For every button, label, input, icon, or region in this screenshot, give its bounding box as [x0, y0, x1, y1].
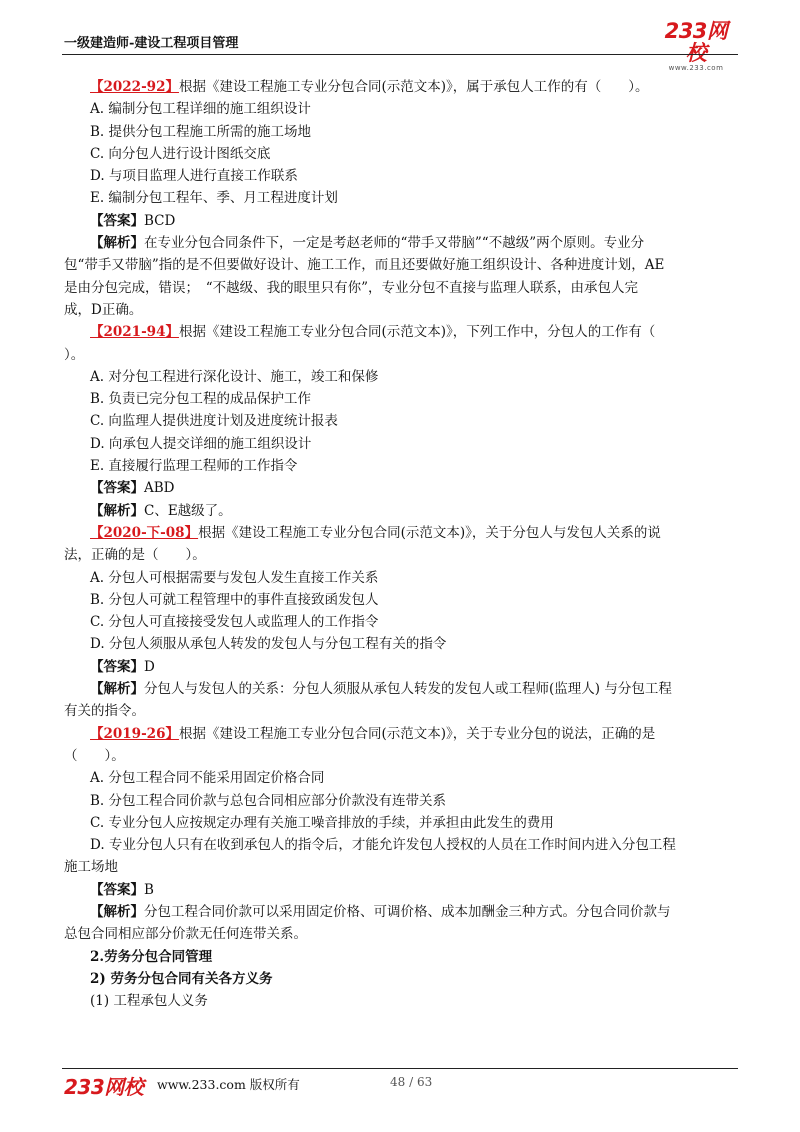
section-item: (1) 工程承包人义务 [90, 993, 208, 1010]
option: B. 分包人可就工程管理中的事件直接致函发包人 [90, 591, 379, 608]
footer-copyright: www.233.com 版权所有 [157, 1077, 300, 1092]
option: A. 编制分包工程详细的施工组织设计 [90, 101, 311, 118]
document-body [64, 76, 738, 1012]
header-divider [62, 54, 738, 55]
header-title: 一级建造师-建设工程项目管理 [64, 36, 239, 51]
option: D. 与项目监理人进行直接工作联系 [90, 168, 298, 185]
section-heading: 2.劳务分包合同管理 [90, 948, 213, 965]
question-stem-continued: （ ）。 [64, 747, 125, 764]
question-tag: 【2022-92】 [90, 79, 179, 95]
question-tag: 【2020-下-08】 [90, 524, 199, 541]
option: E. 编制分包工程年、季、月工程进度计划 [90, 190, 338, 207]
footer-divider [62, 1068, 738, 1069]
question-stem-continued: ）。 [64, 346, 85, 363]
answer: 【答案】B [90, 881, 154, 898]
option: A. 对分包工程进行深化设计、施工，竣工和保修 [90, 368, 379, 385]
analysis: 【解析】C、E越级了。 [90, 502, 232, 519]
option: A. 分包人可根据需要与发包人发生直接工作关系 [90, 569, 379, 586]
analysis: 【解析】分包人与发包人的关系：分包人须服从承包人转发的发包人或工程师(监理人) 与分包工程 [90, 681, 672, 698]
analysis: 【解析】在专业分包合同条件下，一定是考赵老师的“带手又带脑”“不越级”两个原则。专业分 [90, 235, 645, 252]
question-tag: 【2019-26】 [90, 725, 179, 742]
option: D. 专业分包人只有在收到承包人的指令后，才能允许发包人授权的人员在工作时间内进入分包工程 [90, 837, 676, 854]
analysis-continued: 包“带手又带脑”指的是不但要做好设计、施工工作，而且还要做好施工组织设计、各种进度计划，AE [64, 257, 665, 274]
question-stem: 【2019-26】根据《建设工程施工专业分包合同(示范文本)》，关于专业分包的说法，正确的是 [90, 725, 656, 742]
analysis: 【解析】分包工程合同价款可以采用固定价格、可调价格、成本加酬金三种方式。分包合同价款与 [90, 903, 671, 920]
option: C. 分包人可直接接受发包人或监理人的工作指令 [90, 614, 379, 631]
answer: 【答案】BCD [90, 212, 176, 229]
logo-text: 233网校 [664, 19, 728, 65]
question-stem: 【2022-92】根据《建设工程施工专业分包合同(示范文本)》，属于承包人工作的有（ ）。 [90, 79, 649, 95]
option: C. 向监理人提供进度计划及进度统计报表 [90, 413, 338, 430]
analysis-continued: 是由分包完成，错误； “不越级、我的眼里只有你”，专业分包不直接与监理人联系，由承包人完 [64, 279, 639, 296]
page-number: 48 / 63 [390, 1075, 433, 1089]
option: B. 提供分包工程施工所需的施工场地 [90, 123, 312, 140]
option: C. 专业分包人应按规定办理有关施工噪音排放的手续，并承担由此发生的费用 [90, 814, 554, 831]
question-stem: 【2020-下-08】根据《建设工程施工专业分包合同(示范文本)》，关于分包人与发包人关系的说 [90, 524, 661, 541]
section-subheading: 2) 劳务分包合同有关各方义务 [90, 970, 273, 987]
answer: 【答案】D [90, 658, 155, 675]
option: A. 分包工程合同不能采用固定价格合同 [90, 770, 325, 787]
option: E. 直接履行监理工程师的工作指令 [90, 458, 298, 475]
option: D. 分包人须服从承包人转发的发包人与分包工程有关的指令 [90, 636, 447, 653]
option-continued: 施工场地 [64, 859, 118, 876]
logo-url: www.233.com [668, 64, 724, 72]
question-stem: 【2021-94】根据《建设工程施工专业分包合同(示范文本)》，下列工作中，分包人的工作有（ [90, 324, 656, 341]
option: C. 向分包人进行设计图纸交底 [90, 145, 271, 162]
answer: 【答案】ABD [90, 480, 175, 497]
analysis-continued: 成，D正确。 [64, 301, 143, 318]
option: D. 向承包人提交详细的施工组织设计 [90, 435, 312, 452]
brand-logo [655, 20, 737, 72]
question-tag: 【2021-94】 [90, 324, 179, 341]
footer-logo: 233网校 [64, 1075, 144, 1099]
option: B. 分包工程合同价款与总包合同相应部分价款没有连带关系 [90, 792, 447, 809]
question-stem-continued: 法，正确的是（ ）。 [64, 547, 206, 564]
analysis-continued: 有关的指令。 [64, 703, 145, 720]
option: B. 负责已完分包工程的成品保护工作 [90, 391, 312, 408]
analysis-continued: 总包合同相应部分价款无任何连带关系。 [64, 926, 307, 943]
